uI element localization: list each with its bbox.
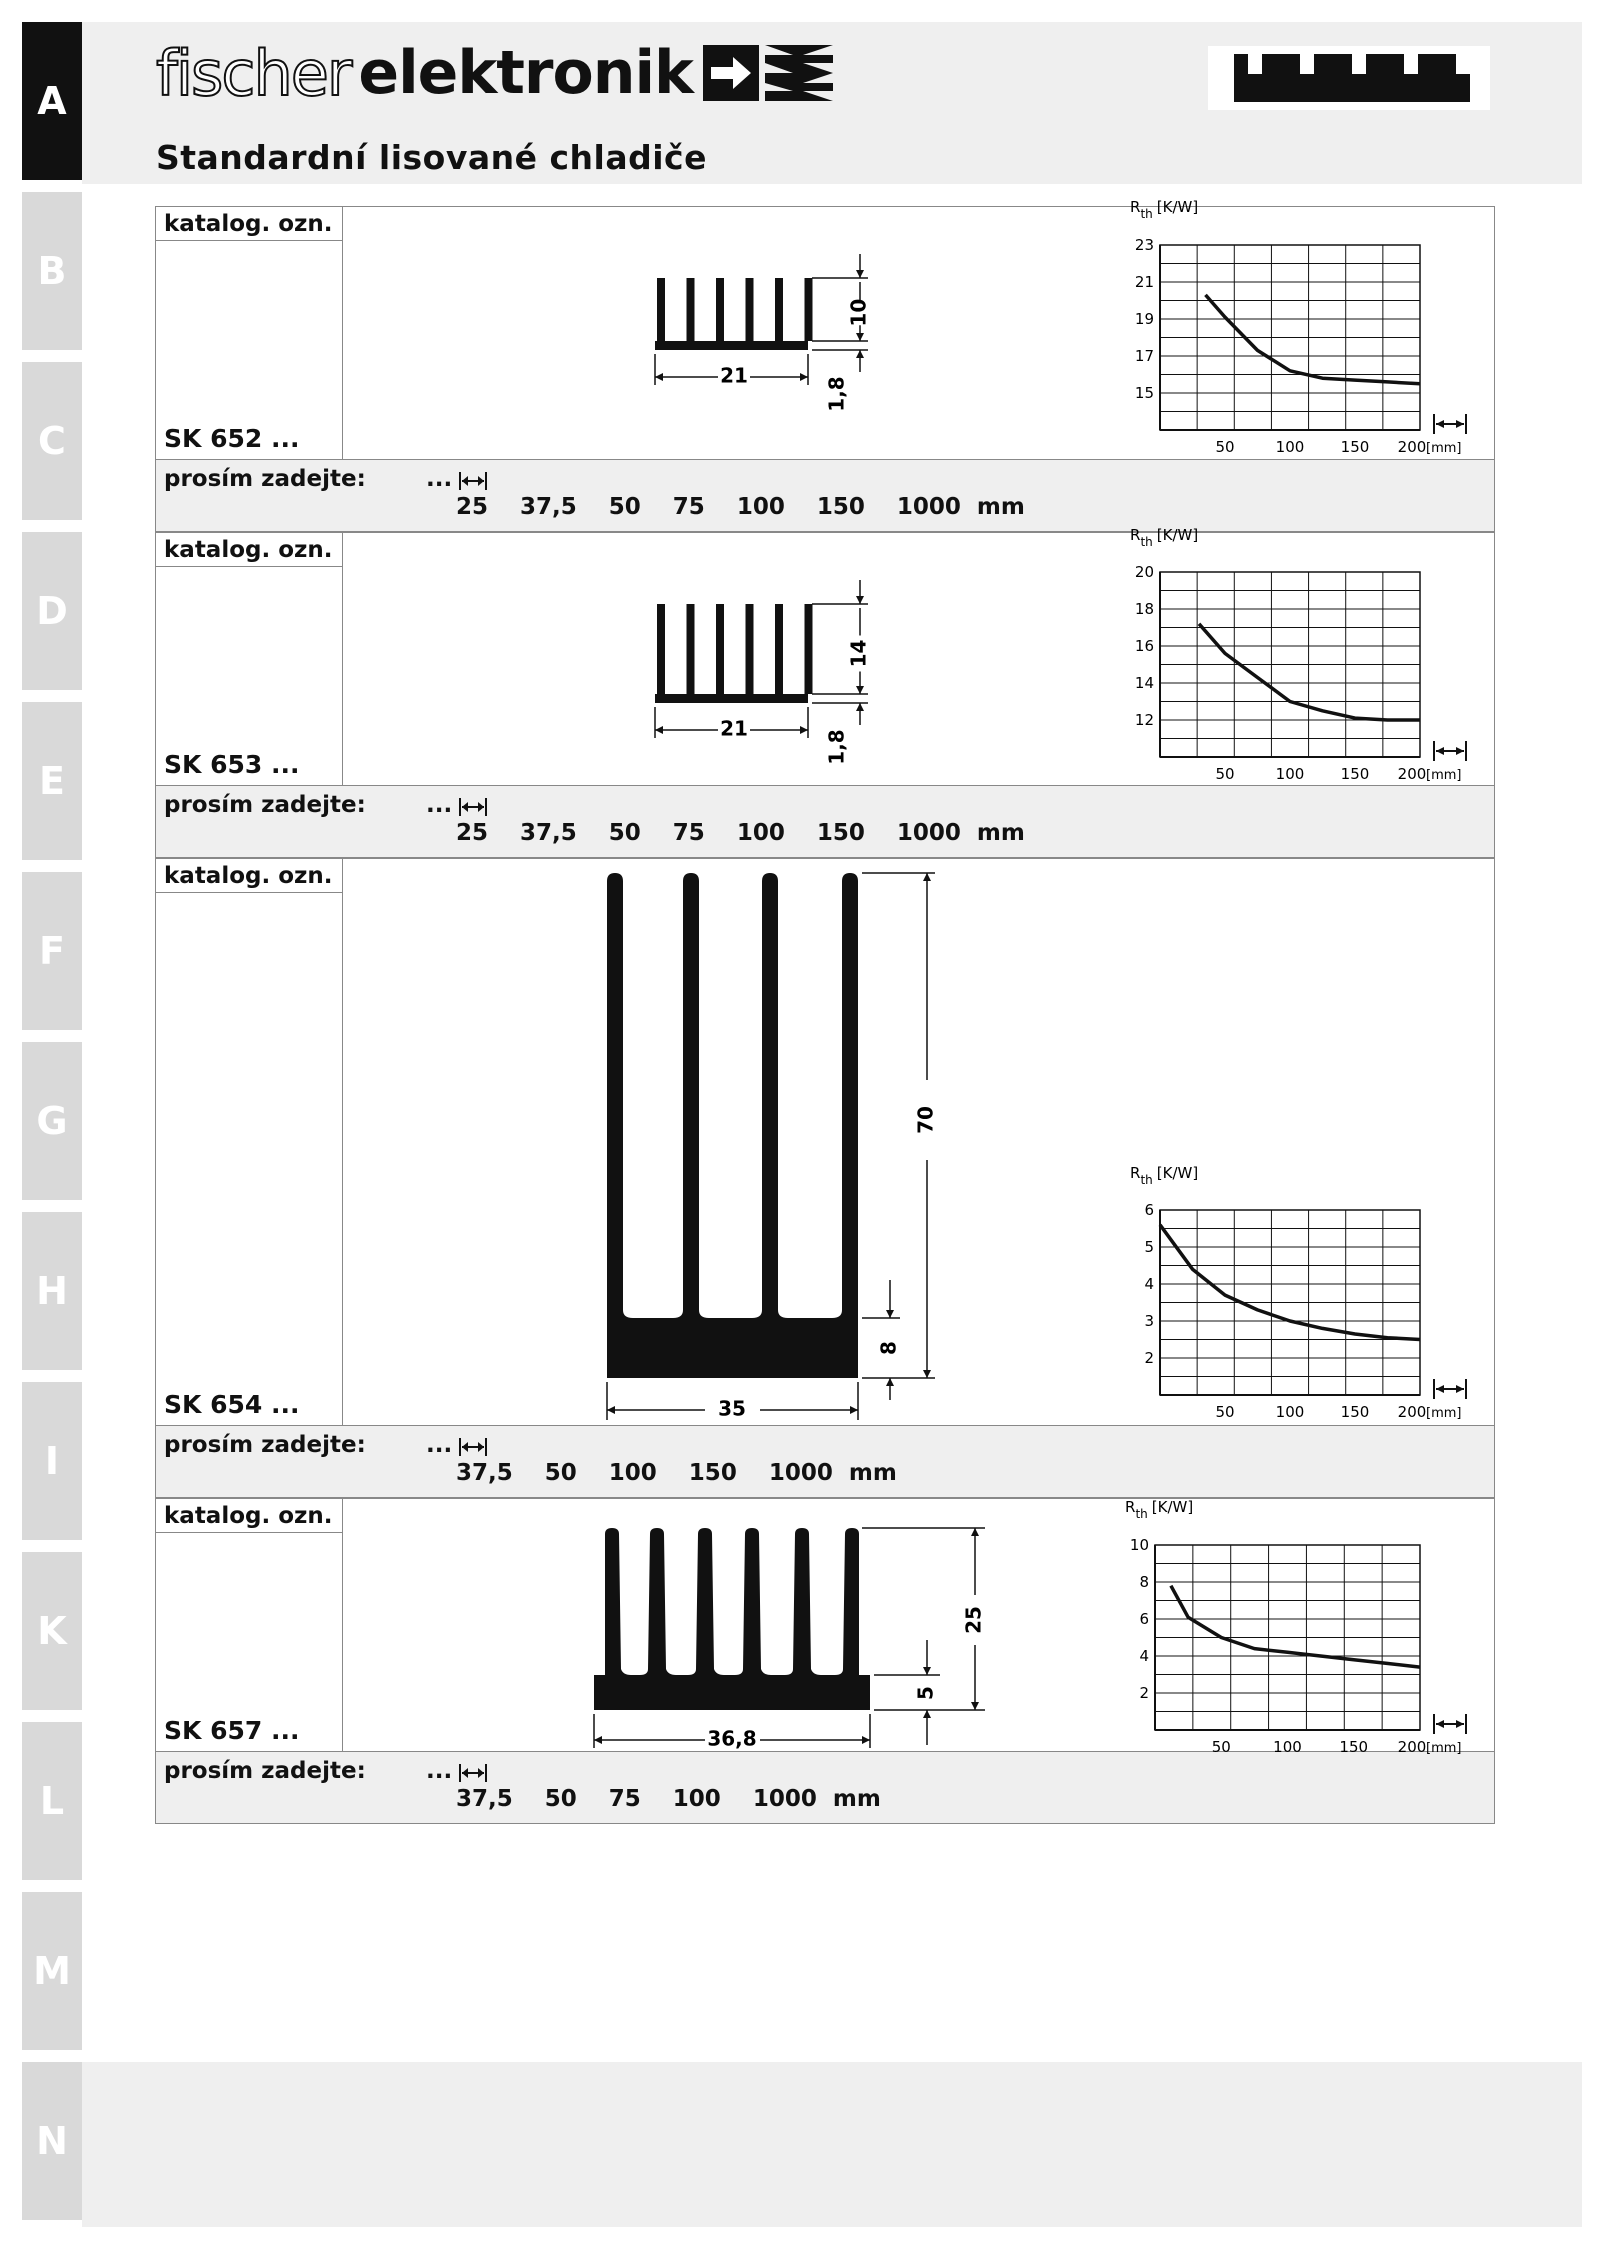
x-tick-label: 50 xyxy=(1215,1403,1235,1421)
order-row-2 xyxy=(155,786,1495,858)
x-tick-label: 100 xyxy=(1275,1403,1305,1421)
y-tick-label: 10 xyxy=(1129,1536,1149,1554)
x-unit-label: [mm] xyxy=(1426,768,1462,783)
order-label: prosím zadejte: xyxy=(164,466,366,492)
catalog-column xyxy=(156,859,343,1425)
catalog-column xyxy=(156,1499,343,1751)
y-tick-label: 12 xyxy=(1134,711,1154,729)
heatsink-symbol-icon xyxy=(1208,46,1490,110)
y-tick-label: 15 xyxy=(1134,384,1154,402)
height-dimension: 25 xyxy=(961,1606,986,1634)
length-arrow-icon xyxy=(458,1436,488,1458)
order-row-4 xyxy=(155,1752,1495,1824)
y-tick-label: 14 xyxy=(1134,674,1154,692)
heatsink-profile-logo xyxy=(1208,46,1490,110)
tab-b[interactable]: B xyxy=(22,192,82,350)
order-prefix: ... xyxy=(426,1758,453,1784)
order-lengths: 37,5 50 75 100 1000 mm xyxy=(456,1786,881,1812)
base-dimension: 1,8 xyxy=(824,376,849,412)
x-tick-label: 150 xyxy=(1340,438,1370,456)
base-dimension: 8 xyxy=(876,1341,901,1355)
x-unit-label: [mm] xyxy=(1426,1741,1462,1756)
y-tick-label: 18 xyxy=(1134,600,1154,618)
catalog-number: SK 657 ... xyxy=(164,1716,300,1745)
x-tick-label: 150 xyxy=(1340,765,1370,783)
x-tick-label: 200 xyxy=(1397,765,1427,783)
company-logo xyxy=(156,38,833,108)
y-tick-label: 8 xyxy=(1139,1573,1149,1591)
product-section-3 xyxy=(155,858,1495,1426)
height-dimension: 14 xyxy=(846,639,871,668)
tab-g[interactable]: G xyxy=(22,1042,82,1200)
width-dimension: 35 xyxy=(718,1396,746,1421)
tab-a[interactable]: A xyxy=(22,22,82,180)
y-tick-label: 6 xyxy=(1139,1610,1149,1628)
logo-arrow-icon xyxy=(703,45,833,101)
catalog-label: katalog. ozn. xyxy=(156,859,342,893)
x-tick-label: 150 xyxy=(1340,1403,1370,1421)
logo-bold-text: elektronik xyxy=(358,38,693,108)
catalog-number: SK 653 ... xyxy=(164,750,300,779)
y-tick-label: 21 xyxy=(1134,273,1154,291)
tab-n[interactable]: N xyxy=(22,2062,82,2220)
x-tick-label: 100 xyxy=(1275,438,1305,456)
order-prefix: ... xyxy=(426,792,453,818)
height-dimension: 10 xyxy=(846,298,871,327)
y-tick-label: 3 xyxy=(1144,1312,1154,1330)
logo-light-text: fischer xyxy=(156,36,351,110)
order-row-3 xyxy=(155,1426,1495,1498)
order-lengths: 37,5 50 100 150 1000 mm xyxy=(456,1460,897,1486)
y-tick-label: 5 xyxy=(1144,1238,1154,1256)
y-tick-label: 4 xyxy=(1144,1275,1154,1293)
tab-d[interactable]: D xyxy=(22,532,82,690)
length-arrow-icon xyxy=(458,470,488,492)
width-dimension: 21 xyxy=(720,363,748,388)
order-row-1 xyxy=(155,460,1495,532)
order-lengths: 25 37,5 50 75 100 150 1000 mm xyxy=(456,820,1025,846)
catalog-label: katalog. ozn. xyxy=(156,207,342,241)
y-tick-label: 17 xyxy=(1134,347,1154,365)
height-dimension: 70 xyxy=(913,1106,938,1134)
tab-m[interactable]: M xyxy=(22,1892,82,2050)
width-dimension: 21 xyxy=(720,716,748,741)
tab-i[interactable]: I xyxy=(22,1382,82,1540)
catalog-label: katalog. ozn. xyxy=(156,1499,342,1533)
order-prefix: ... xyxy=(426,1432,453,1458)
page-title: Standardní lisované chladiče xyxy=(156,138,707,177)
catalog-number: SK 654 ... xyxy=(164,1390,300,1419)
product-section-1 xyxy=(155,206,1495,460)
catalog-label: katalog. ozn. xyxy=(156,533,342,567)
x-unit-label: [mm] xyxy=(1426,441,1462,456)
footer-band xyxy=(82,2062,1582,2227)
catalog-column xyxy=(156,533,343,785)
tab-c[interactable]: C xyxy=(22,362,82,520)
y-tick-label: 20 xyxy=(1134,563,1154,581)
x-tick-label: 200 xyxy=(1397,1403,1427,1421)
width-dimension: 36,8 xyxy=(707,1726,757,1751)
y-tick-label: 19 xyxy=(1134,310,1154,328)
length-arrow-icon xyxy=(458,796,488,818)
x-tick-label: 100 xyxy=(1273,1738,1302,1756)
y-tick-label: 2 xyxy=(1144,1349,1154,1367)
tab-f[interactable]: F xyxy=(22,872,82,1030)
y-tick-label: 23 xyxy=(1134,236,1154,254)
y-axis-label: $R_{th}$ [K/W] xyxy=(1130,526,1199,549)
base-dimension: 5 xyxy=(913,1686,938,1700)
product-section-2 xyxy=(155,532,1495,786)
order-label: prosím zadejte: xyxy=(164,1432,366,1458)
y-tick-label: 2 xyxy=(1139,1684,1149,1702)
x-tick-label: 200 xyxy=(1397,1738,1427,1756)
catalog-column xyxy=(156,207,343,459)
tab-k[interactable]: K xyxy=(22,1552,82,1710)
y-tick-label: 4 xyxy=(1139,1647,1149,1665)
catalog-number: SK 652 ... xyxy=(164,424,300,453)
y-tick-label: 6 xyxy=(1144,1201,1154,1219)
x-unit-label: [mm] xyxy=(1426,1406,1462,1421)
y-axis-label: $R_{th}$ [K/W] xyxy=(1125,1498,1194,1521)
x-tick-label: 50 xyxy=(1215,765,1235,783)
order-label: prosím zadejte: xyxy=(164,1758,366,1784)
y-tick-label: 16 xyxy=(1134,637,1154,655)
tab-h[interactable]: H xyxy=(22,1212,82,1370)
tab-e[interactable]: E xyxy=(22,702,82,860)
x-tick-label: 200 xyxy=(1397,438,1427,456)
product-section-4 xyxy=(155,1498,1495,1752)
x-tick-label: 100 xyxy=(1275,765,1305,783)
y-axis-label: $R_{th}$ [K/W] xyxy=(1130,1164,1199,1187)
length-arrow-icon xyxy=(458,1762,488,1784)
order-prefix: ... xyxy=(426,466,453,492)
x-tick-label: 150 xyxy=(1339,1738,1369,1756)
base-dimension: 1,8 xyxy=(824,729,849,765)
x-tick-label: 50 xyxy=(1211,1738,1231,1756)
x-tick-label: 50 xyxy=(1215,438,1235,456)
order-lengths: 25 37,5 50 75 100 150 1000 mm xyxy=(456,494,1025,520)
tab-l[interactable]: L xyxy=(22,1722,82,1880)
order-label: prosím zadejte: xyxy=(164,792,366,818)
y-axis-label: $R_{th}$ [K/W] xyxy=(1130,198,1199,221)
